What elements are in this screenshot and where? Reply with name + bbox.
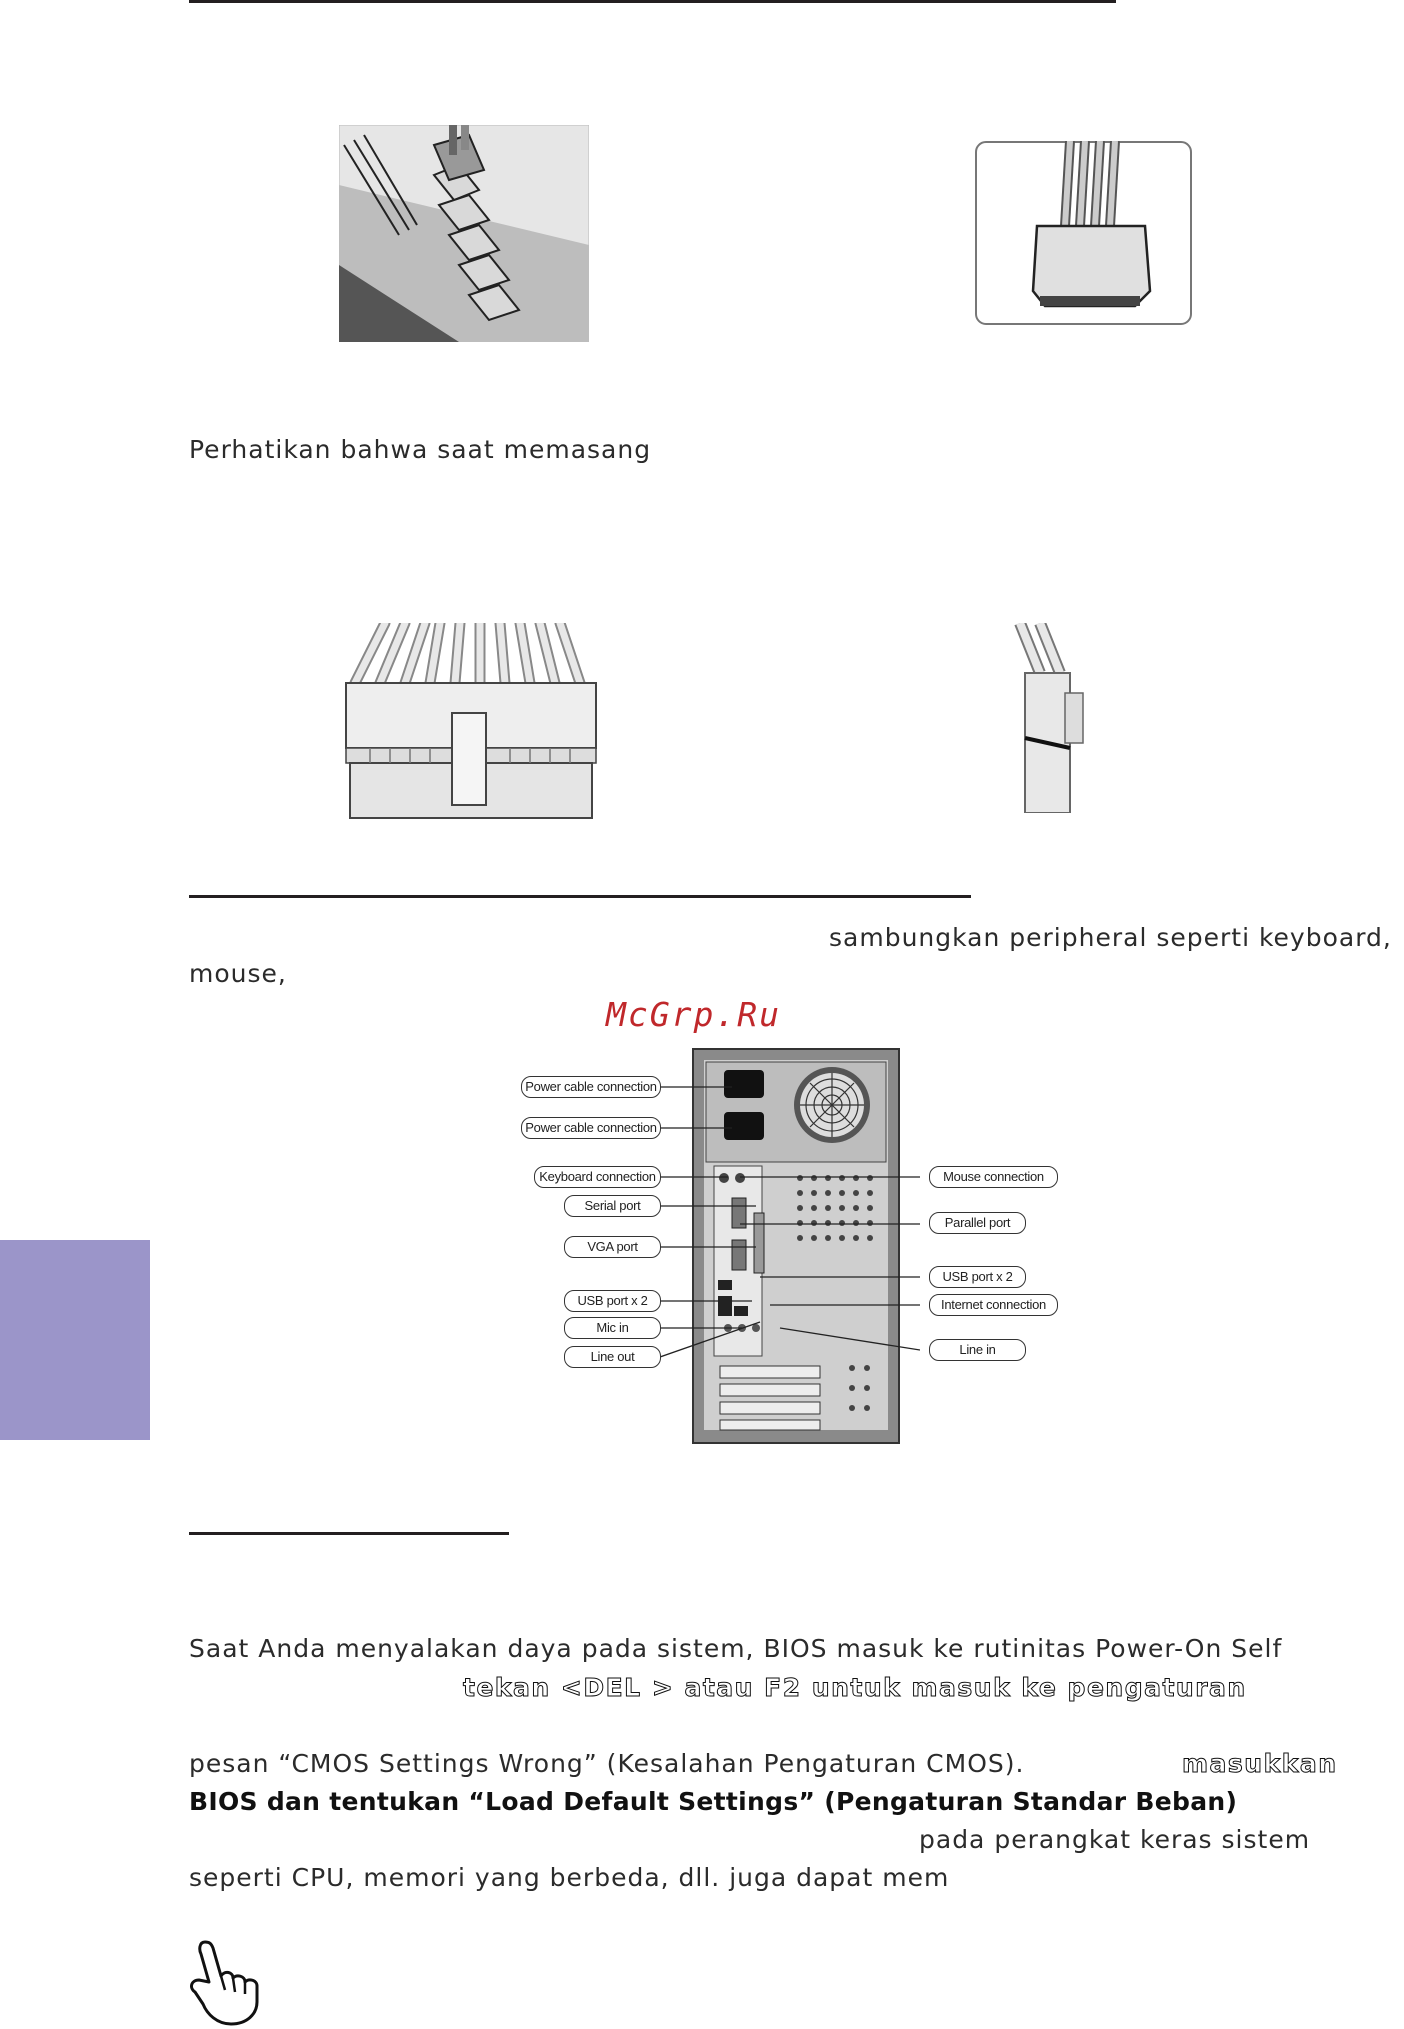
atx-power-connector-illustration: [340, 623, 600, 820]
side-tab: [0, 1240, 150, 1440]
callout-power-cable-2: Power cable connection: [521, 1117, 661, 1139]
sata-ports-illustration: [339, 125, 589, 342]
callout-usb-port-right: USB port x 2: [929, 1266, 1026, 1288]
callout-mouse-connection: Mouse connection: [929, 1166, 1058, 1188]
post-line-2: tekan <DEL > atau F2 untuk masuk ke pengaturan: [463, 1673, 1247, 1702]
callout-serial-port: Serial port: [564, 1195, 661, 1217]
callout-usb-port-left: USB port x 2: [564, 1290, 661, 1312]
callout-internet-connection: Internet connection: [929, 1294, 1058, 1316]
callout-keyboard-connection: Keyboard connection: [534, 1166, 661, 1188]
cmos-line-1: pesan “CMOS Settings Wrong” (Kesalahan Pengaturan CMOS).: [189, 1749, 1025, 1778]
callout-vga-port: VGA port: [564, 1236, 661, 1258]
four-pin-connector-illustration: [1010, 623, 1110, 813]
section-rule-2: [189, 1532, 509, 1535]
cmos-line-3: pada perangkat keras sistem: [919, 1825, 1311, 1854]
callout-line-in: Line in: [929, 1339, 1026, 1361]
callout-leader-lines: [660, 1080, 920, 1380]
post-line-1: Saat Anda menyalakan daya pada sistem, BIOS masuk ke rutinitas Power-On Self: [189, 1634, 1283, 1663]
section-rule: [189, 895, 971, 898]
sata-power-connector-illustration: [975, 141, 1192, 325]
callout-mic-in: Mic in: [564, 1317, 661, 1339]
watermark: McGrp.Ru: [606, 995, 781, 1034]
cmos-line-1b: masukkan: [1182, 1749, 1338, 1778]
peripheral-line-2: mouse,: [189, 959, 287, 988]
cmos-line-2: BIOS dan tentukan “Load Default Settings” (Pengaturan Standar Beban): [189, 1787, 1238, 1816]
pointing-hand-icon: [187, 1940, 262, 2028]
callout-line-out: Line out: [564, 1346, 661, 1368]
note-line: Perhatikan bahwa saat memasang: [189, 435, 652, 464]
top-rule: [189, 0, 1116, 3]
cmos-line-4: seperti CPU, memori yang berbeda, dll. juga dapat mem: [189, 1863, 950, 1892]
peripheral-line-1: sambungkan peripheral seperti keyboard,: [829, 923, 1392, 952]
callout-power-cable-1: Power cable connection: [521, 1076, 661, 1098]
callout-parallel-port: Parallel port: [929, 1212, 1026, 1234]
